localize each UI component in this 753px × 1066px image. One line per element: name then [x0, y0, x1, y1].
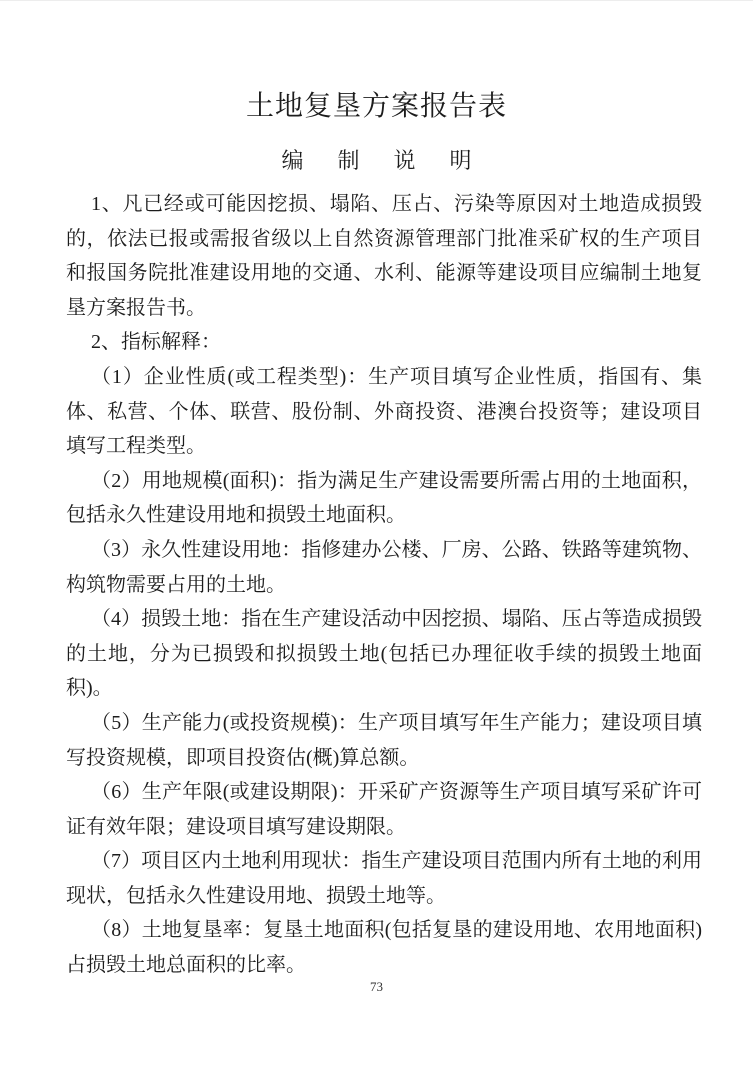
- body-paragraph: （4）损毁土地：指在生产建设活动中因挖损、塌陷、压占等造成损毁的土地，分为已损毁和拟损毁土地(包括已办理征收手续的损毁土地面积)。: [66, 608, 702, 700]
- body-paragraph: （7）项目区内土地利用现状：指生产建设项目范围内所有土地的利用现状，包括永久性建设用地、损毁土地等。: [66, 850, 702, 907]
- body-paragraph: （8）土地复垦率：复垦土地面积(包括复垦的建设用地、农用地面积)占损毁土地总面积的比率。: [66, 919, 702, 977]
- page-number: 73: [370, 979, 383, 994]
- body-paragraph: 1、凡已经或可能因挖损、塌陷、压占、污染等原因对土地造成损毁的，依法已报或需报省级以上自然资源管理部门批准采矿权的生产项目和报国务院批准建设用地的交通、水利、能源等建设项目应编制土地复垦方案报告书。: [66, 193, 702, 319]
- body-paragraph: （6）生产年限(或建设期限)：开采矿产资源等生产项目填写采矿许可证有效年限；建设项目填写建设期限。: [66, 781, 702, 838]
- section-heading: 编制说明: [281, 148, 506, 173]
- body-paragraph: （2）用地规模(面积)：指为满足生产建设需要所需占用的土地面积，包括永久性建设用地和损毁土地面积。: [66, 469, 702, 527]
- document-body: [66, 187, 702, 983]
- body-paragraph: （5）生产能力(或投资规模)：生产项目填写年生产能力；建设项目填写投资规模，即项目投资估(概)算总额。: [66, 711, 702, 769]
- body-paragraph: （3）永久性建设用地：指修建办公楼、厂房、公路、铁路等建筑物、构筑物需要占用的土地。: [66, 538, 702, 596]
- body-paragraph: 2、指标解释：: [91, 331, 221, 354]
- document-title: 土地复垦方案报告表: [245, 91, 507, 122]
- body-paragraph: （1）企业性质(或工程类型)：生产项目填写企业性质，指国有、集体、私营、个体、联营、股份制、外商投资、港澳台投资等；建设项目填写工程类型。: [66, 365, 702, 458]
